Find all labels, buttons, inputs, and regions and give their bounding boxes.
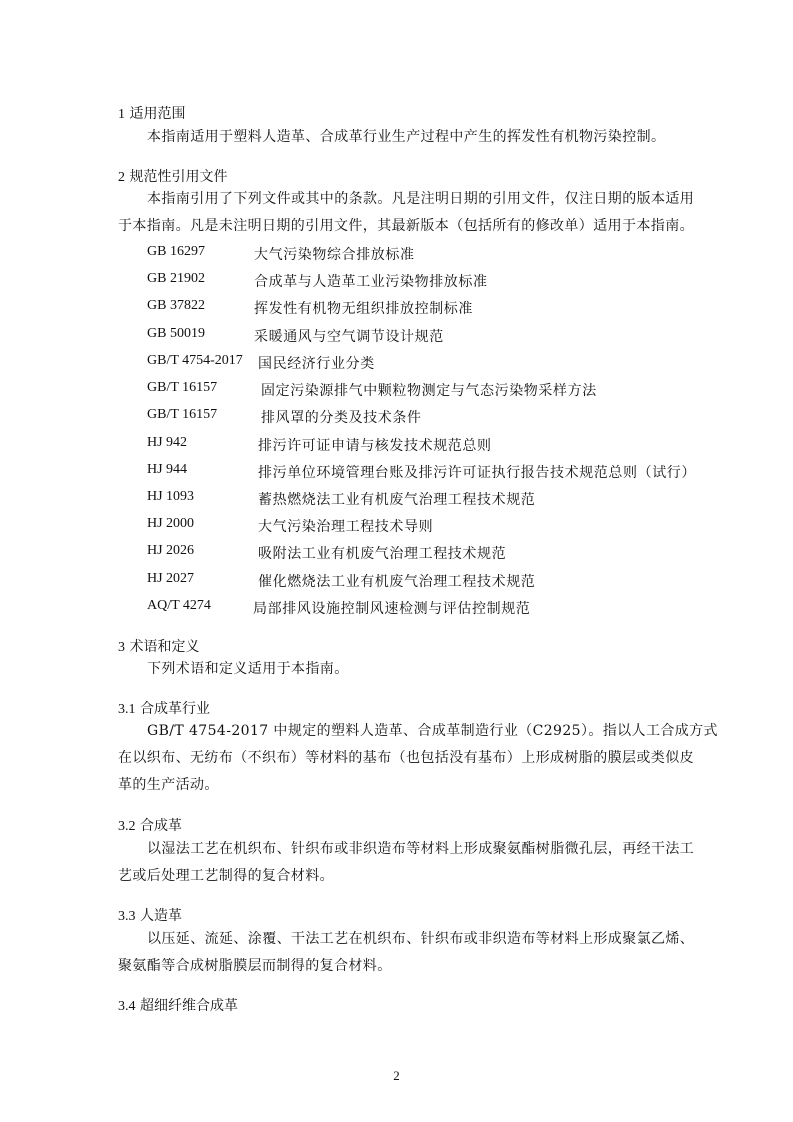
section-3-3-body-line: 以压延、流延、涂覆、干法工艺在机织布、针织布或非织造布等材料上形成聚氯乙烯、 xyxy=(147,931,695,947)
reference-code: GB 16297 xyxy=(147,244,205,259)
reference-code: HJ 2026 xyxy=(147,543,195,558)
reference-title: 局部排风设施控制风速检测与评估控制规范 xyxy=(253,601,531,617)
reference-code: HJ 2000 xyxy=(147,516,195,531)
section-3-3-body-line: 聚氨酯等合成树脂膜层而制得的复合材料。 xyxy=(118,958,392,974)
reference-code: GB/T 4754-2017 xyxy=(147,353,243,368)
reference-title: 排污单位环境管理台账及排污许可证执行报告技术规范总则（试行） xyxy=(258,465,696,481)
reference-title: 采暖通风与空气调节设计规范 xyxy=(254,329,444,345)
reference-title: 吸附法工业有机废气治理工程技术规范 xyxy=(258,546,507,562)
reference-code: HJ 942 xyxy=(147,435,188,450)
reference-code: HJ 1093 xyxy=(147,489,195,504)
section-3-3-heading: 3.3 人造革 xyxy=(118,908,182,924)
section-3-1-heading: 3.1 合成革行业 xyxy=(118,701,210,717)
section-1-body: 本指南适用于塑料人造革、合成革行业生产过程中产生的挥发性有机物污染控制。 xyxy=(147,129,666,145)
reference-title: 合成革与人造革工业污染物排放标准 xyxy=(254,274,488,290)
reference-title: 固定污染源排气中颗粒物测定与气态污染物采样方法 xyxy=(261,383,597,399)
section-3-1-body-line: 革的生产活动。 xyxy=(118,777,219,793)
section-3-2-heading: 3.2 合成革 xyxy=(118,818,182,834)
reference-title: 排风罩的分类及技术条件 xyxy=(261,410,422,426)
reference-code: GB 50019 xyxy=(147,326,205,341)
reference-title: 大气污染治理工程技术导则 xyxy=(258,519,434,535)
reference-code: GB/T 16157 xyxy=(147,407,218,422)
reference-code: GB 37822 xyxy=(147,298,205,313)
reference-code: AQ/T 4274 xyxy=(147,598,211,613)
section-3-4-heading: 3.4 超细纤维合成革 xyxy=(118,998,238,1014)
section-3-body: 下列术语和定义适用于本指南。 xyxy=(147,661,349,677)
reference-title: 挥发性有机物无组织排放控制标准 xyxy=(254,301,473,317)
section-1-heading: 1 适用范围 xyxy=(118,106,186,122)
reference-code: HJ 2027 xyxy=(147,571,195,586)
reference-title: 蓄热燃烧法工业有机废气治理工程技术规范 xyxy=(258,492,536,508)
page-number: 2 xyxy=(393,1068,400,1083)
section-3-2-body-line: 艺或后处理工艺制得的复合材料。 xyxy=(118,868,334,884)
reference-title: 排污许可证申请与核发技术规范总则 xyxy=(258,438,492,454)
section-3-heading: 3 术语和定义 xyxy=(118,639,200,655)
reference-title: 国民经济行业分类 xyxy=(258,356,375,372)
reference-code: GB 21902 xyxy=(147,271,205,286)
section-2-body-line: 本指南引用了下列文件或其中的条款。凡是注明日期的引用文件，仅注日期的版本适用 xyxy=(147,191,695,207)
section-2-heading: 2 规范性引用文件 xyxy=(118,169,228,185)
reference-title: 大气污染物综合排放标准 xyxy=(254,247,415,263)
section-3-1-body-line: 在以织布、无纺布（不织布）等材料的基布（也包括没有基布）上形成树脂的膜层或类似皮 xyxy=(118,750,694,766)
section-2-body-line: 于本指南。凡是未注明日期的引用文件，其最新版本（包括所有的修改单）适用于本指南。 xyxy=(118,218,694,234)
reference-code: HJ 944 xyxy=(147,462,188,477)
section-3-1-body-line: GB/T 4754-2017 中规定的塑料人造革、合成革制造行业（C2925）。指以人工合成方式 xyxy=(147,723,718,739)
section-3-2-body-line: 以湿法工艺在机织布、针织布或非织造布等材料上形成聚氨酯树脂微孔层，再经干法工 xyxy=(147,841,695,857)
reference-code: GB/T 16157 xyxy=(147,380,218,395)
reference-title: 催化燃烧法工业有机废气治理工程技术规范 xyxy=(258,574,536,590)
